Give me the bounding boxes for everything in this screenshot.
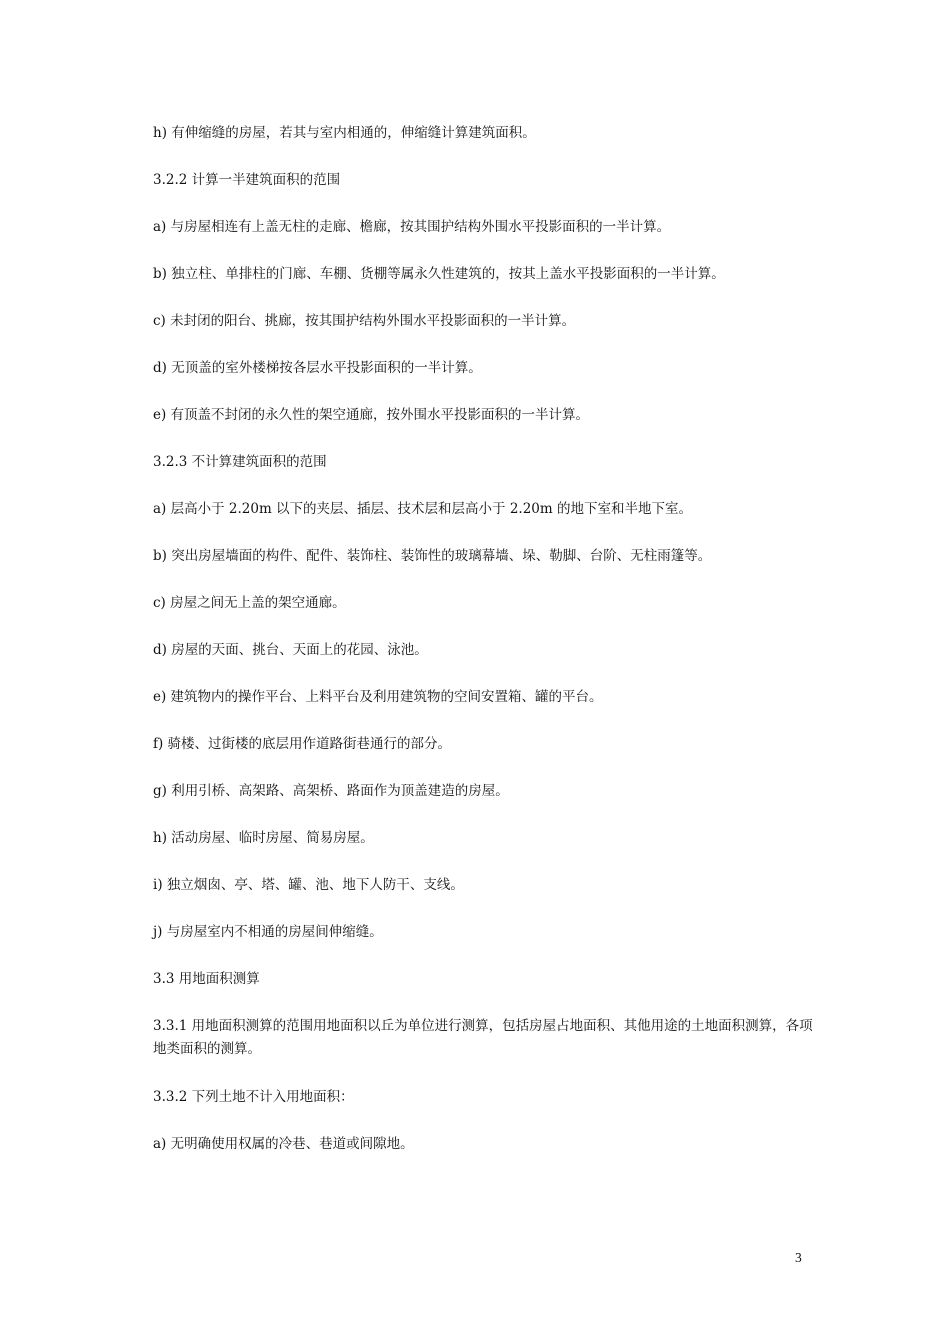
paragraph: d) 房屋的天面、挑台、天面上的花园、泳池。 xyxy=(153,642,428,658)
document-body xyxy=(153,122,813,1180)
paragraph: e) 建筑物内的操作平台、上料平台及利用建筑物的空间安置箱、罐的平台。 xyxy=(153,689,603,705)
paragraph: c) 房屋之间无上盖的架空通廊。 xyxy=(153,595,346,611)
paragraph: a) 层高小于 2.20m 以下的夹层、插层、技术层和层高小于 2.20m 的地下室和半地下室。 xyxy=(153,501,692,517)
paragraph: a) 无明确使用权属的冷巷、巷道或间隙地。 xyxy=(153,1136,414,1152)
section-heading: 3.2.3 不计算建筑面积的范围 xyxy=(153,454,327,470)
page-number: 3 xyxy=(795,1250,802,1265)
paragraph: d) 无顶盖的室外楼梯按各层水平投影面积的一半计算。 xyxy=(153,360,482,376)
paragraph: i) 独立烟囱、亭、塔、罐、池、地下人防干、支线。 xyxy=(153,877,464,893)
paragraph: g) 利用引桥、高架路、高架桥、路面作为顶盖建造的房屋。 xyxy=(153,783,509,799)
paragraph: h) 有伸缩缝的房屋，若其与室内相通的，伸缩缝计算建筑面积。 xyxy=(153,125,536,141)
section-heading: 3.2.2 计算一半建筑面积的范围 xyxy=(153,172,341,188)
paragraph: h) 活动房屋、临时房屋、简易房屋。 xyxy=(153,830,374,846)
paragraph: e) 有顶盖不封闭的永久性的架空通廊，按外围水平投影面积的一半计算。 xyxy=(153,407,590,423)
paragraph: b) 独立柱、单排柱的门廊、车棚、货棚等属永久性建筑的，按其上盖水平投影面积的一半计算。 xyxy=(153,266,725,282)
paragraph: a) 与房屋相连有上盖无柱的走廊、檐廊，按其围护结构外围水平投影面积的一半计算。 xyxy=(153,219,671,235)
paragraph: j) 与房屋室内不相通的房屋间伸缩缝。 xyxy=(153,924,383,940)
section-heading: 3.3.2 下列土地不计入用地面积： xyxy=(153,1089,354,1105)
paragraph: c) 未封闭的阳台、挑廊，按其围护结构外围水平投影面积的一半计算。 xyxy=(153,313,576,329)
section-heading: 3.3 用地面积测算 xyxy=(153,971,260,987)
paragraph: b) 突出房屋墙面的构件、配件、装饰柱、装饰性的玻璃幕墙、垛、勒脚、台阶、无柱雨篷等。 xyxy=(153,548,712,564)
paragraph: f) 骑楼、过街楼的底层用作道路街巷通行的部分。 xyxy=(153,736,452,752)
paragraph: 3.3.1 用地面积测算的范围用地面积以丘为单位进行测算，包括房屋占地面积、其他用途的土地面积测算，各项地类面积的测算。 xyxy=(153,1018,813,1057)
